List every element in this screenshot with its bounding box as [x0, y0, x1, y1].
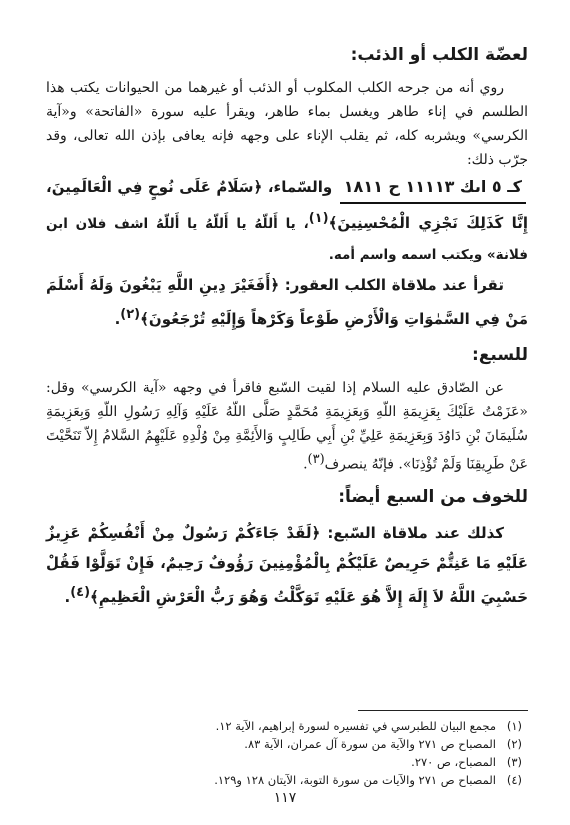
section-predator [46, 344, 528, 476]
footnote-divider [358, 710, 528, 711]
footnote-text: المصباح ص ٢٧١ والآية من سورة آل عمران، الآية ٨٣. [244, 737, 496, 751]
footnote-ref-1: (١) [308, 210, 329, 226]
section-heading-dog-bite: لعضّة الكلب أو الذئب: [350, 45, 528, 65]
verse-laqad-jaakum: كذلك عند ملاقاة السّبع: ﴿لَقَدْ جَاءَكُمْ رَسُولٌ مِنْ أَنْفُسِكُمْ عَزِيزٌ عَلَيْهِ مَا عَنِتُّمْ حَرِيصٌ عَلَيْكُمْ بِالْمُؤْمِنِينَ رَؤُوفٌ رَحِيمٌ، فَإِنْ تَوَلَّوْا فَقُلْ حَسْبِيَ اللَّهُ لاَ إِلَهَ إِلاَّ هُوَ عَلَيْهِ تَوَكَّلْتُ وَهُوَ رَبُّ الْعَرْشِ الْعَظِيمِ﴾ [46, 524, 528, 607]
footnote-number: (٣) [506, 755, 522, 769]
footnote-number: (٢) [506, 737, 522, 751]
invocation-end: . [303, 456, 308, 473]
paragraph-talisman-instructions: روي أنه من جرحه الكلب المكلوب أو الذئب أو غيرهما من الحيوانات يكتب هذا الطلسم في إناء طاهر ويغسل بماء طاهر، ويقرأ عليه سورة «الفاتحة» و«آية الكرسي» ويشربه كله، ثم يقلب الإناء على وجهه فإنه يعافى بإذن الله تعالى، وقد جرّب ذلك: [46, 79, 528, 168]
footnote-ref-3: (٣) [307, 451, 325, 467]
footnote-text: مجمع البيان للطبرسي في تفسيره لسورة إبراهيم، الآية ١٢. [215, 719, 496, 733]
invocation-azamtu: عن الصّادق عليه السلام إذا لقيت السّبع فاقرأ في وجهه «آية الكرسي» وقل: «عَزَمْتُ عَلَيْكَ بِعَزِيمَةِ اللّهِ وَبِعَزِيمَةِ مُحَمَّدٍ صَلَّى اللّهُ عَلَيْهِ وَآلِهِ رَسُولِ اللّهِ وَبِعَزِيمَةِ سُلَيمَانَ بْنِ دَاوُدَ وَبِعَزِيمَةِ عَلِيِّ بْنِ أَبِي طَالِبٍ وَالأَئِمَّةِ مِنْ وُلْدِهِ عَلَيْهِمُ السَّلامُ إِلاّ تَنَحَّيْتَ عَنْ طَرِيقِنَا وَلَمْ تُؤْذِنَا». فإنّهُ ينصرف [46, 379, 528, 473]
paragraph-laqad-jaakum [46, 518, 528, 612]
paragraph-rabid-dog-verse [46, 270, 528, 334]
verse-salam-nuh: والسّماء، ﴿سَلَامٌ عَلَى نُوحٍ فِي الْعَالَمِينَ، إِنَّا كَذَلِكَ نَجْزِي الْمُحْسِنِينَ﴾ [46, 177, 528, 232]
footnote-ref-4: (٤) [70, 585, 91, 601]
verse-end-1: . [114, 309, 121, 328]
footnote-item [46, 753, 528, 771]
section-heading-fear: للخوف من السبع أيضاً: [338, 487, 528, 508]
footnote-item [46, 771, 528, 789]
section-fear-of-predator [46, 486, 528, 612]
footnote-text: المصباح، ص ٢٧٠. [411, 755, 496, 769]
paragraph-azamtu-invocation [46, 376, 528, 477]
footnote-item [46, 717, 528, 735]
section-dog-wolf-bite [46, 44, 528, 334]
page-number: ١١٧ [273, 790, 297, 806]
verse-end-2: . [64, 588, 71, 607]
footnote-item [46, 735, 528, 753]
paragraph-talisman-verse [46, 172, 528, 270]
verse-afaghayra: تقرأ عند ملاقاة الكلب العقور: ﴿أَفَغَيْرَ دِينِ اللَّهِ يَبْغُونَ وَلَهُ أَسْلَمَ مَنْ فِي السَّمٰوَاتِ وَالْأَرْضِ طَوْعاً وَكَرْهاً وَإِلَيْهِ تُرْجَعُونَ﴾ [46, 275, 528, 328]
footnote-text: المصباح ص ٢٧١ والآيات من سورة التوبة، الآيتان ١٢٨ و١٢٩. [214, 773, 496, 787]
invocation-text: ، يا أَللّهُ يا أَللّهُ يا أَللّهُ اشف فلان ابن فلانة» ويكتب اسمه واسم أمه. [46, 215, 528, 263]
footnotes [46, 710, 528, 789]
talisman-symbols: كـ ٥ اىك ١١١١٣ ح ١٨١١ [340, 172, 526, 204]
footnote-ref-2: (٢) [120, 306, 141, 322]
section-heading-predator: للسبع: [472, 344, 528, 365]
footnote-number: (١) [506, 719, 522, 733]
footnote-number: (٤) [506, 773, 522, 787]
